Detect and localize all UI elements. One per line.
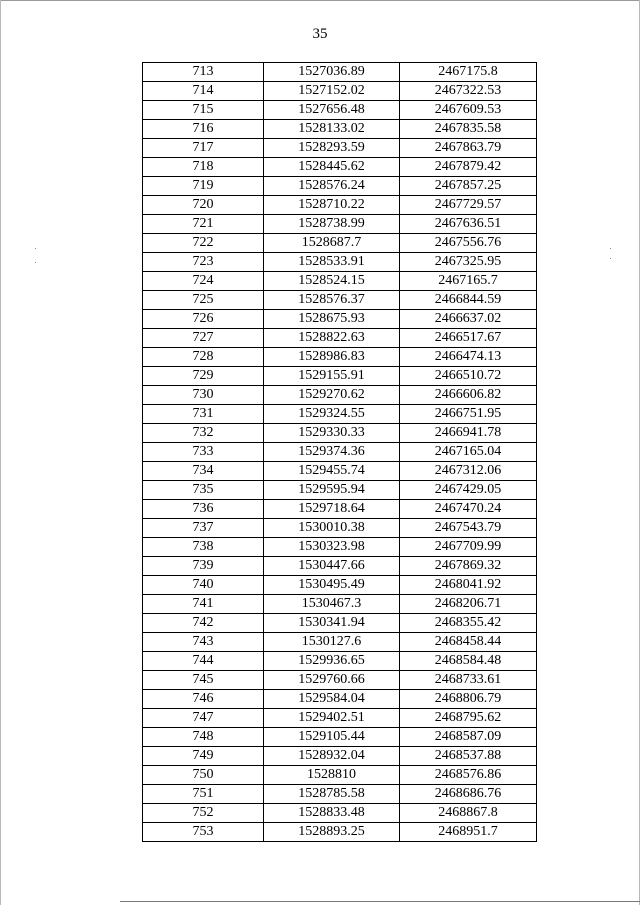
y-coordinate-cell: 2468355.42 [400, 614, 537, 633]
point-number-cell: 742 [143, 614, 264, 633]
point-number-cell: 749 [143, 747, 264, 766]
x-coordinate-cell: 1528675.93 [264, 310, 400, 329]
table-row [143, 158, 537, 177]
point-number-cell: 750 [143, 766, 264, 785]
x-coordinate-cell: 1528576.24 [264, 177, 400, 196]
x-coordinate-cell: 1530323.98 [264, 538, 400, 557]
y-coordinate-cell: 2468951.7 [400, 823, 537, 842]
x-coordinate-cell: 1528445.62 [264, 158, 400, 177]
table-row [143, 329, 537, 348]
point-number-cell: 751 [143, 785, 264, 804]
table-row [143, 500, 537, 519]
y-coordinate-cell: 2468806.79 [400, 690, 537, 709]
point-number-cell: 726 [143, 310, 264, 329]
x-coordinate-cell: 1527152.02 [264, 82, 400, 101]
point-number-cell: 737 [143, 519, 264, 538]
y-coordinate-cell: 2467175.8 [400, 63, 537, 82]
x-coordinate-cell: 1529330.33 [264, 424, 400, 443]
table-row [143, 82, 537, 101]
table-row [143, 196, 537, 215]
y-coordinate-cell: 2468458.44 [400, 633, 537, 652]
table-row [143, 405, 537, 424]
y-coordinate-cell: 2466941.78 [400, 424, 537, 443]
point-number-cell: 741 [143, 595, 264, 614]
y-coordinate-cell: 2467729.57 [400, 196, 537, 215]
y-coordinate-cell: 2467322.53 [400, 82, 537, 101]
x-coordinate-cell: 1529595.94 [264, 481, 400, 500]
y-coordinate-cell: 2468537.88 [400, 747, 537, 766]
y-coordinate-cell: 2466637.02 [400, 310, 537, 329]
point-number-cell: 727 [143, 329, 264, 348]
x-coordinate-cell: 1528738.99 [264, 215, 400, 234]
point-number-cell: 747 [143, 709, 264, 728]
page-edge-bottom [120, 901, 640, 902]
point-number-cell: 740 [143, 576, 264, 595]
table-row [143, 633, 537, 652]
table-row [143, 386, 537, 405]
y-coordinate-cell: 2467429.05 [400, 481, 537, 500]
x-coordinate-cell: 1529324.55 [264, 405, 400, 424]
table-row [143, 120, 537, 139]
point-number-cell: 728 [143, 348, 264, 367]
scan-speck [35, 248, 36, 249]
x-coordinate-cell: 1529455.74 [264, 462, 400, 481]
y-coordinate-cell: 2466844.59 [400, 291, 537, 310]
table-row [143, 652, 537, 671]
point-number-cell: 730 [143, 386, 264, 405]
table-row [143, 177, 537, 196]
y-coordinate-cell: 2466510.72 [400, 367, 537, 386]
scan-speck [35, 262, 36, 263]
x-coordinate-cell: 1529584.04 [264, 690, 400, 709]
x-coordinate-cell: 1530495.49 [264, 576, 400, 595]
table-row [143, 576, 537, 595]
table-row [143, 785, 537, 804]
point-number-cell: 733 [143, 443, 264, 462]
point-number-cell: 743 [143, 633, 264, 652]
x-coordinate-cell: 1530127.6 [264, 633, 400, 652]
y-coordinate-cell: 2468206.71 [400, 595, 537, 614]
table-row [143, 462, 537, 481]
point-number-cell: 734 [143, 462, 264, 481]
y-coordinate-cell: 2468867.8 [400, 804, 537, 823]
y-coordinate-cell: 2467869.32 [400, 557, 537, 576]
table-row [143, 766, 537, 785]
point-number-cell: 716 [143, 120, 264, 139]
point-number-cell: 721 [143, 215, 264, 234]
x-coordinate-cell: 1528810 [264, 766, 400, 785]
point-number-cell: 753 [143, 823, 264, 842]
x-coordinate-cell: 1530341.94 [264, 614, 400, 633]
table-row [143, 557, 537, 576]
point-number-cell: 718 [143, 158, 264, 177]
y-coordinate-cell: 2468733.61 [400, 671, 537, 690]
y-coordinate-cell: 2466606.82 [400, 386, 537, 405]
point-number-cell: 719 [143, 177, 264, 196]
x-coordinate-cell: 1528785.58 [264, 785, 400, 804]
page-number: 35 [312, 26, 328, 42]
point-number-cell: 752 [143, 804, 264, 823]
table-row [143, 348, 537, 367]
point-number-cell: 736 [143, 500, 264, 519]
table-row [143, 234, 537, 253]
y-coordinate-cell: 2466474.13 [400, 348, 537, 367]
x-coordinate-cell: 1528533.91 [264, 253, 400, 272]
point-number-cell: 738 [143, 538, 264, 557]
x-coordinate-cell: 1529760.66 [264, 671, 400, 690]
coordinates-table-body [143, 63, 537, 842]
scan-speck [610, 258, 611, 259]
y-coordinate-cell: 2467863.79 [400, 139, 537, 158]
table-row [143, 291, 537, 310]
table-row [143, 747, 537, 766]
point-number-cell: 746 [143, 690, 264, 709]
table-row [143, 823, 537, 842]
page-edge-left [0, 0, 1, 905]
point-number-cell: 732 [143, 424, 264, 443]
scan-speck [610, 248, 611, 249]
y-coordinate-cell: 2467857.25 [400, 177, 537, 196]
y-coordinate-cell: 2468041.92 [400, 576, 537, 595]
x-coordinate-cell: 1528986.83 [264, 348, 400, 367]
table-row [143, 614, 537, 633]
table-row [143, 63, 537, 82]
y-coordinate-cell: 2468686.76 [400, 785, 537, 804]
x-coordinate-cell: 1528524.15 [264, 272, 400, 291]
table-row [143, 671, 537, 690]
x-coordinate-cell: 1529105.44 [264, 728, 400, 747]
table-row [143, 424, 537, 443]
y-coordinate-cell: 2466517.67 [400, 329, 537, 348]
x-coordinate-cell: 1529936.65 [264, 652, 400, 671]
x-coordinate-cell: 1529270.62 [264, 386, 400, 405]
y-coordinate-cell: 2467165.04 [400, 443, 537, 462]
point-number-cell: 735 [143, 481, 264, 500]
x-coordinate-cell: 1529374.36 [264, 443, 400, 462]
x-coordinate-cell: 1530447.66 [264, 557, 400, 576]
table-row [143, 690, 537, 709]
table-row [143, 595, 537, 614]
table-row [143, 443, 537, 462]
point-number-cell: 722 [143, 234, 264, 253]
x-coordinate-cell: 1527656.48 [264, 101, 400, 120]
table-row [143, 538, 537, 557]
table-row [143, 728, 537, 747]
x-coordinate-cell: 1528893.25 [264, 823, 400, 842]
coordinates-table [142, 62, 537, 842]
y-coordinate-cell: 2467879.42 [400, 158, 537, 177]
point-number-cell: 720 [143, 196, 264, 215]
y-coordinate-cell: 2467312.06 [400, 462, 537, 481]
page-edge-top [0, 0, 640, 1]
y-coordinate-cell: 2467835.58 [400, 120, 537, 139]
x-coordinate-cell: 1530467.3 [264, 595, 400, 614]
table-row [143, 101, 537, 120]
y-coordinate-cell: 2468587.09 [400, 728, 537, 747]
point-number-cell: 714 [143, 82, 264, 101]
y-coordinate-cell: 2467325.95 [400, 253, 537, 272]
x-coordinate-cell: 1528687.7 [264, 234, 400, 253]
point-number-cell: 731 [143, 405, 264, 424]
y-coordinate-cell: 2467165.7 [400, 272, 537, 291]
x-coordinate-cell: 1528932.04 [264, 747, 400, 766]
x-coordinate-cell: 1528293.59 [264, 139, 400, 158]
table-row [143, 519, 537, 538]
y-coordinate-cell: 2467609.53 [400, 101, 537, 120]
point-number-cell: 729 [143, 367, 264, 386]
point-number-cell: 715 [143, 101, 264, 120]
x-coordinate-cell: 1528822.63 [264, 329, 400, 348]
table-row [143, 253, 537, 272]
y-coordinate-cell: 2467556.76 [400, 234, 537, 253]
x-coordinate-cell: 1528710.22 [264, 196, 400, 215]
x-coordinate-cell: 1528833.48 [264, 804, 400, 823]
point-number-cell: 745 [143, 671, 264, 690]
x-coordinate-cell: 1529155.91 [264, 367, 400, 386]
x-coordinate-cell: 1530010.38 [264, 519, 400, 538]
point-number-cell: 723 [143, 253, 264, 272]
point-number-cell: 713 [143, 63, 264, 82]
table-row [143, 481, 537, 500]
table-row [143, 139, 537, 158]
x-coordinate-cell: 1529718.64 [264, 500, 400, 519]
table-row [143, 215, 537, 234]
table-row [143, 310, 537, 329]
point-number-cell: 739 [143, 557, 264, 576]
x-coordinate-cell: 1528576.37 [264, 291, 400, 310]
y-coordinate-cell: 2468795.62 [400, 709, 537, 728]
point-number-cell: 725 [143, 291, 264, 310]
point-number-cell: 748 [143, 728, 264, 747]
y-coordinate-cell: 2467636.51 [400, 215, 537, 234]
table-row [143, 709, 537, 728]
point-number-cell: 717 [143, 139, 264, 158]
y-coordinate-cell: 2467543.79 [400, 519, 537, 538]
table-row [143, 804, 537, 823]
point-number-cell: 724 [143, 272, 264, 291]
point-number-cell: 744 [143, 652, 264, 671]
y-coordinate-cell: 2468584.48 [400, 652, 537, 671]
table-row [143, 272, 537, 291]
x-coordinate-cell: 1528133.02 [264, 120, 400, 139]
x-coordinate-cell: 1527036.89 [264, 63, 400, 82]
y-coordinate-cell: 2466751.95 [400, 405, 537, 424]
y-coordinate-cell: 2468576.86 [400, 766, 537, 785]
x-coordinate-cell: 1529402.51 [264, 709, 400, 728]
table-row [143, 367, 537, 386]
y-coordinate-cell: 2467470.24 [400, 500, 537, 519]
y-coordinate-cell: 2467709.99 [400, 538, 537, 557]
